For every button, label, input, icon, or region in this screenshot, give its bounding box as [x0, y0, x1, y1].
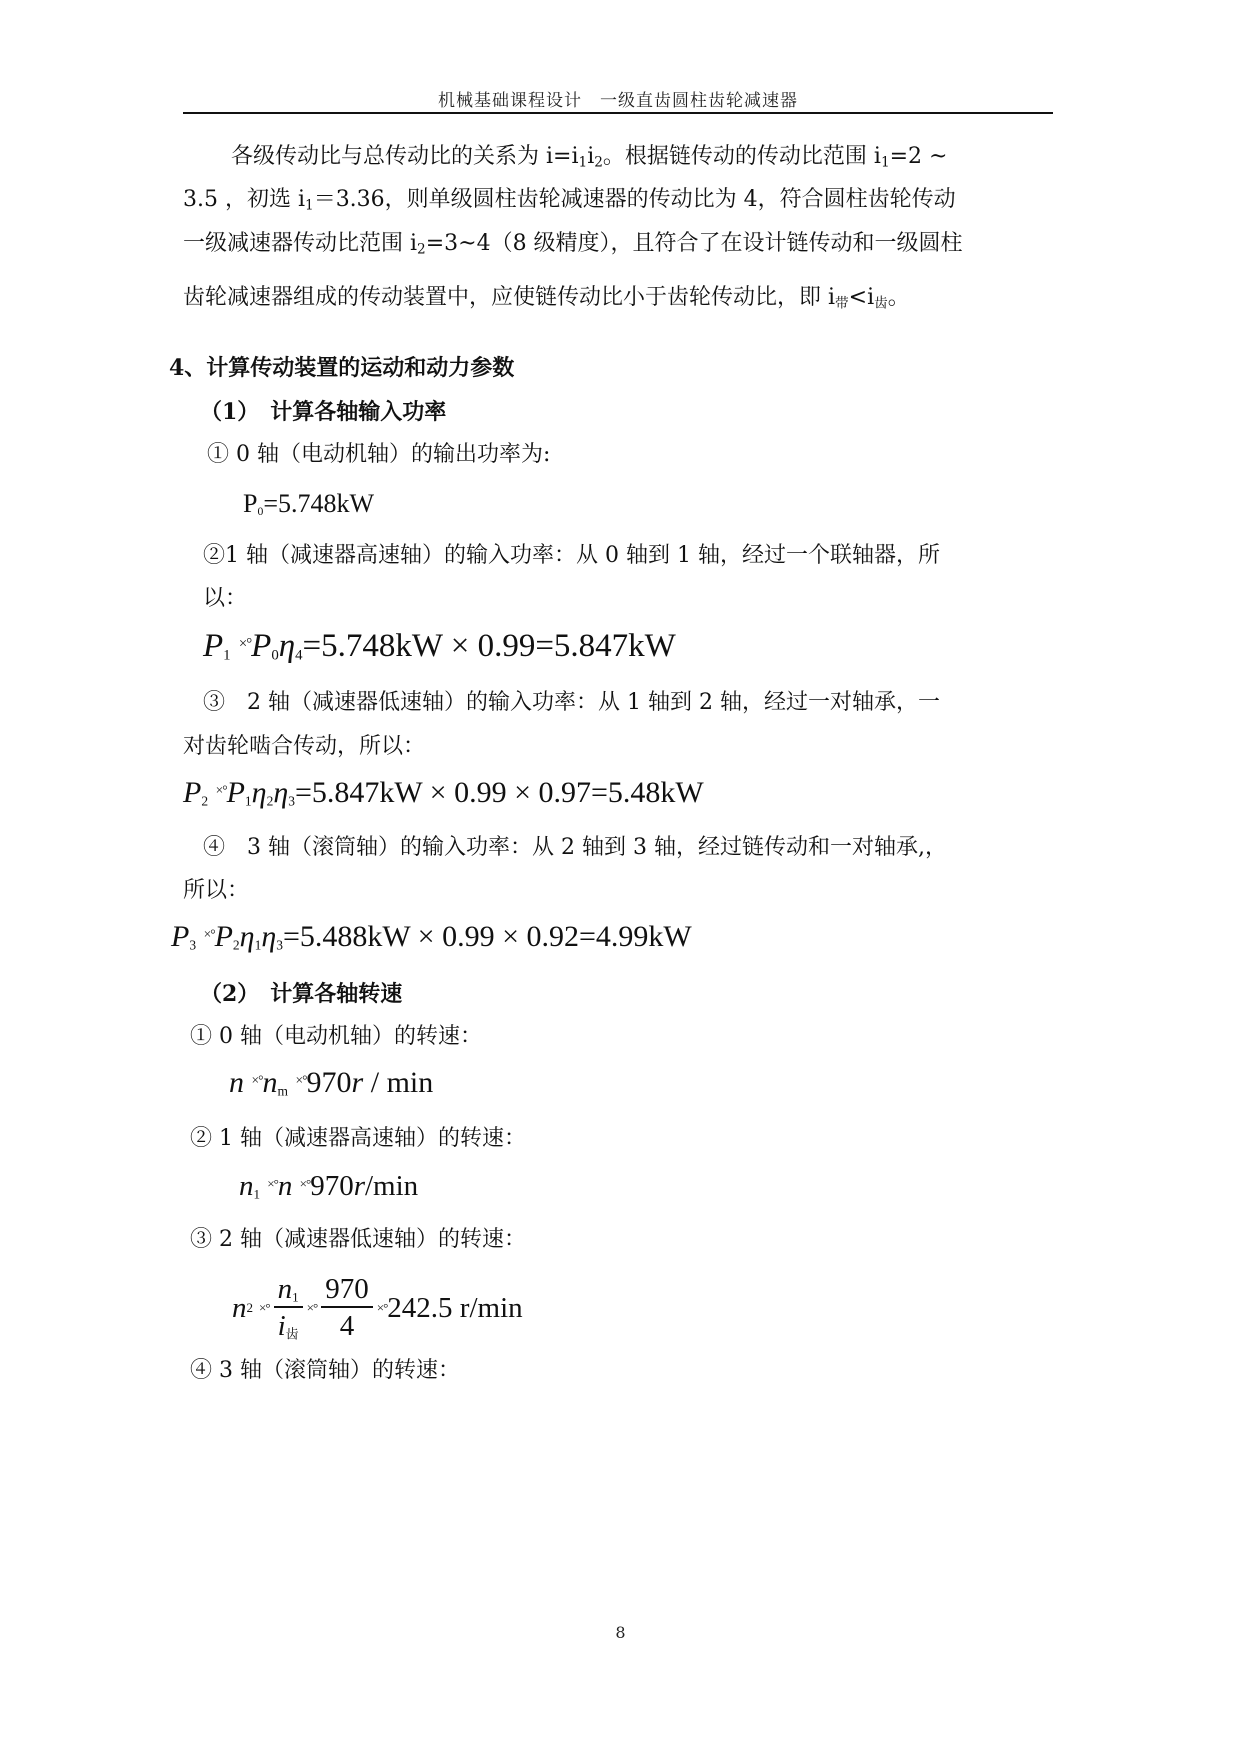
text: =3~4（8 级精度），且符合了在设计链传动和一级圆柱 [425, 231, 963, 256]
value: 970 [306, 1066, 352, 1099]
running-header: 机械基础课程设计 一级直齿圆柱齿轮减速器 [438, 91, 798, 111]
equals-glyph: ×° [295, 1072, 307, 1088]
text: i [587, 144, 595, 169]
paragraph-line-1 [231, 146, 947, 170]
text: 。 [887, 285, 910, 310]
symbol: i [277, 1310, 286, 1342]
unit: / min [363, 1066, 434, 1099]
item-4-line-2: 所以： [183, 878, 250, 903]
text: 各级传动比与总传动比的关系为 i=i [231, 144, 579, 169]
symbol: n [277, 1170, 293, 1202]
value: 970 [310, 1170, 354, 1202]
eta-symbol: η [273, 776, 289, 809]
eta-symbol: η [278, 628, 296, 664]
text: 。根据链传动的传动比范围 i [602, 144, 881, 169]
unit: r [351, 1066, 364, 1099]
symbol: n [262, 1066, 278, 1099]
subscript: 1 [305, 197, 314, 214]
symbol: P [243, 489, 258, 518]
equation-n2 [232, 1268, 523, 1348]
numerator [274, 1275, 303, 1308]
symbol: P [203, 628, 224, 664]
text: <i [848, 285, 875, 310]
eta-symbol: η [251, 776, 267, 809]
unit: /min [364, 1170, 419, 1202]
unit: r [353, 1170, 365, 1202]
speed-item-3-text: ③ 2 轴（减速器低速轴）的转速： [190, 1227, 526, 1252]
item-4-line-1: ④ 3 轴（滚筒轴）的输入功率：从 2 轴到 3 轴，经过链传动和一对轴承,， [203, 835, 947, 860]
subscript: 带 [835, 295, 849, 312]
subscript: 1 [578, 154, 588, 171]
equals-glyph: ×° [203, 926, 215, 942]
symbol: n [277, 1273, 293, 1305]
item-2-line-1: ②1 轴（减速器高速轴）的输入功率：从 0 轴到 1 轴，经过一个联轴器，所 [203, 543, 940, 568]
subsection-heading-1: （1） 计算各轴输入功率 [200, 399, 447, 425]
subscript: 1 [254, 937, 262, 953]
symbol: P [183, 776, 202, 809]
numerator: 970 [321, 1275, 373, 1308]
equals-glyph: ×° [215, 782, 227, 798]
text: 齿轮减速器组成的传动装置中，应使链传动比小于齿轮传动比，即 i [183, 285, 836, 310]
eta-symbol: η [239, 920, 255, 953]
subscript: 4 [295, 647, 303, 664]
subscript: 2 [266, 793, 274, 809]
text: 3.5 ，初选 i [183, 187, 306, 212]
subscript: 2 [246, 1300, 254, 1316]
fraction-970-over-4 [321, 1275, 373, 1341]
paragraph-line-4 [183, 287, 910, 311]
text: 一级减速器传动比范围 i [183, 231, 418, 256]
header-rule [183, 112, 1053, 114]
symbol: n [229, 1066, 244, 1099]
item-2-line-2: 以： [203, 586, 248, 611]
paragraph-line-2 [183, 189, 956, 213]
equals-glyph: ×° [299, 1175, 311, 1191]
subscript: 3 [288, 793, 295, 809]
denominator: 4 [339, 1310, 355, 1342]
text: =2 ~ [889, 144, 948, 169]
subscript: 3 [276, 937, 283, 953]
section-heading: 4、计算传动装置的运动和动力参数 [169, 355, 515, 381]
value: 242.5 r/min [387, 1291, 523, 1324]
value: =5.748kW × 0.99=5.847kW [302, 628, 676, 664]
equals-glyph: ×° [267, 1175, 278, 1191]
subscript: m [277, 1083, 289, 1099]
page-number: 8 [615, 1623, 626, 1642]
subscript: 0 [257, 504, 264, 518]
equation-n0 [229, 1068, 433, 1098]
subscript: 1 [244, 793, 252, 809]
value: =5.847kW × 0.99 × 0.97=5.48kW [294, 776, 704, 809]
symbol: n [232, 1291, 247, 1324]
paragraph-line-3 [183, 233, 963, 257]
subscript: 2 [232, 937, 240, 953]
equation-p2 [183, 778, 704, 808]
subscript: 2 [594, 154, 603, 171]
item-1-text: ① 0 轴（电动机轴）的输出功率为: [207, 442, 551, 467]
symbol: P [226, 776, 245, 809]
subsection-heading-2: （2） 计算各轴转速 [200, 981, 403, 1007]
equation-p0 [243, 491, 374, 518]
fraction-n1-over-i [274, 1275, 303, 1341]
item-3-line-1: ③ 2 轴（减速器低速轴）的输入功率：从 1 轴到 2 轴，经过一对轴承，一 [203, 690, 940, 715]
speed-item-2-text: ② 1 轴（减速器高速轴）的转速： [190, 1126, 526, 1151]
symbol: P [251, 628, 272, 664]
equals-glyph: ×° [251, 1072, 263, 1088]
equals-glyph: ×° [259, 1300, 270, 1316]
denominator [274, 1308, 303, 1341]
subscript: 0 [271, 647, 279, 664]
equals-glyph: ×° [376, 1300, 388, 1316]
subscript: 齿 [874, 295, 888, 312]
subscript: 1 [253, 1186, 261, 1202]
subscript: 3 [189, 937, 197, 953]
equals-glyph: ×° [306, 1300, 318, 1316]
value: =5.488kW × 0.99 × 0.92=4.99kW [282, 920, 692, 953]
text: ＝3.36，则单级圆柱齿轮减速器的传动比为 4，符合圆柱齿轮传动 [313, 187, 956, 212]
value: =5.748kW [263, 489, 375, 518]
item-3-line-2: 对齿轮啮合传动，所以： [183, 734, 426, 759]
symbol: n [239, 1170, 254, 1202]
equation-p3 [171, 922, 692, 952]
equation-n1 [239, 1172, 418, 1201]
symbol: P [171, 920, 190, 953]
subscript: 2 [201, 793, 209, 809]
symbol: P [214, 920, 233, 953]
speed-item-1-text: ① 0 轴（电动机轴）的转速： [190, 1024, 482, 1049]
equals-glyph: ×° [238, 635, 252, 652]
speed-item-4-text: ④ 3 轴（滚筒轴）的转速： [190, 1358, 460, 1383]
eta-symbol: η [261, 920, 277, 953]
subscript: 1 [223, 647, 231, 664]
subscript: 1 [292, 1289, 299, 1305]
subscript: 齿 [285, 1326, 299, 1342]
equation-p1 [203, 630, 676, 664]
subscript: 2 [417, 241, 426, 258]
subscript: 1 [880, 154, 890, 171]
